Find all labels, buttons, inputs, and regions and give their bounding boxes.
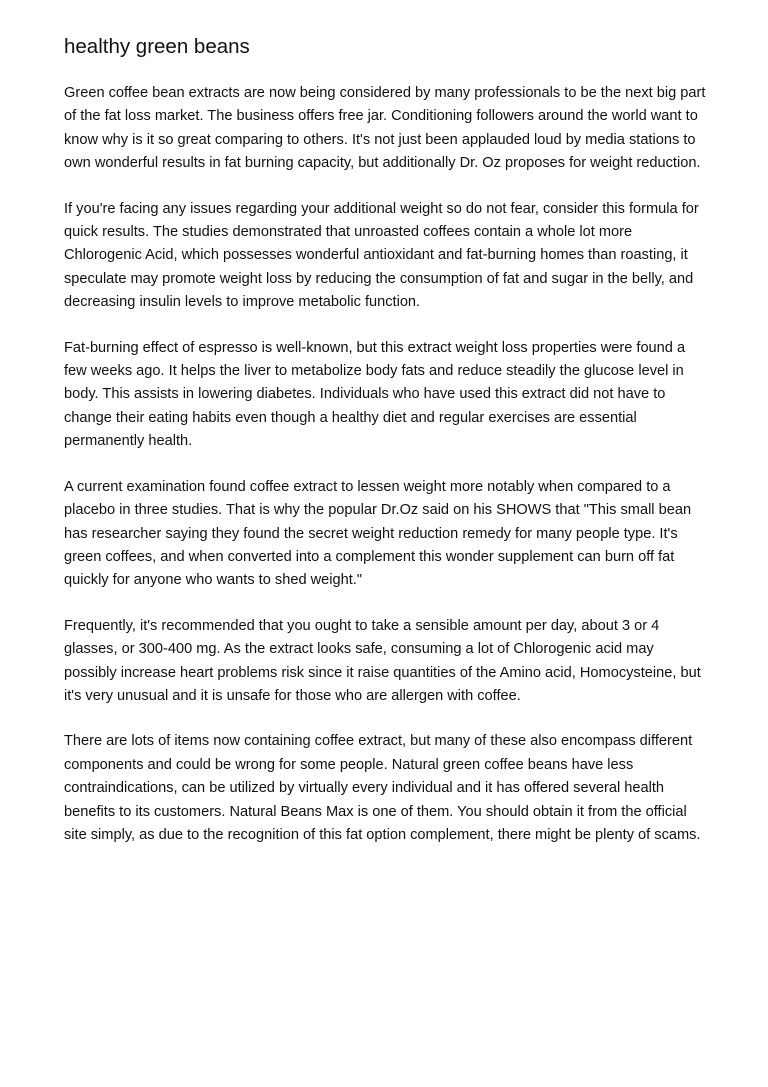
paragraph-5: Frequently, it's recommended that you ought to take a sensible amount per day, about 3 or 4 glasses, or 300-400 mg. As the extract looks safe, consuming a lot of Chlorogenic acid may possibly increase heart problems risk since it raise quantities of the Amino acid, Homocysteine, but it's very unusual and it is unsafe for those who are allergen with coffee. [64,617,701,704]
paragraph-3: Fat-burning effect of espresso is well-known, but this extract weight loss properties were found a few weeks ago. It helps the liver to metabolize body fats and reduce steadily the glucose level in body. This assists in lowering diabetes. Individuals who have used this extract did not have to change their eating habits even though a healthy diet and regular exercises are essential permanently health. [64,339,686,450]
paragraph-2: If you're facing any issues regarding your additional weight so do not fear, consider this formula for quick results. The studies demonstrated that unroasted coffees contain a whole lot more Chlorogenic Acid, which possesses wonderful antioxidant and fat-burning homes than roasting, it speculate may promote weight loss by reducing the consumption of fat and sugar in the belly, and decreasing insulin levels to improve metabolic function. [64,200,699,311]
paragraph-1: Green coffee bean extracts are now being considered by many professionals to be the next big part of the fat loss market. The business offers free jar. Conditioning followers around the world want to know why is it so great comparing to others. It's not just been applauded loud by media stations to own wonderful results in fat burning capacity, but additionally Dr. Oz proposes for weight reduction. [64,85,706,172]
paragraph-6: There are lots of items now containing coffee extract, but many of these also encompass different components and could be wrong for some people. Natural green coffee beans have less contraindications, can be utilized by virtually every individual and it has offered several health benefits to its customers. Natural Beans Max is one of them. You should obtain it from the official site simply, as due to the recognition of this fat option complement, there might be plenty of scams. [64,733,701,843]
document-title: healthy green beans [64,35,250,58]
paragraph-4: A current examination found coffee extract to lessen weight more notably when compared to a placebo in three studies. That is why the popular Dr.Oz said on his SHOWS that "This small bean has researcher saying they found the secret weight reduction remedy for many people type. It's green coffees, and when converted into a complement this wonder supplement can burn off fat quickly for anyone who wants to shed weight." [64,478,692,589]
document-page [64,33,708,869]
